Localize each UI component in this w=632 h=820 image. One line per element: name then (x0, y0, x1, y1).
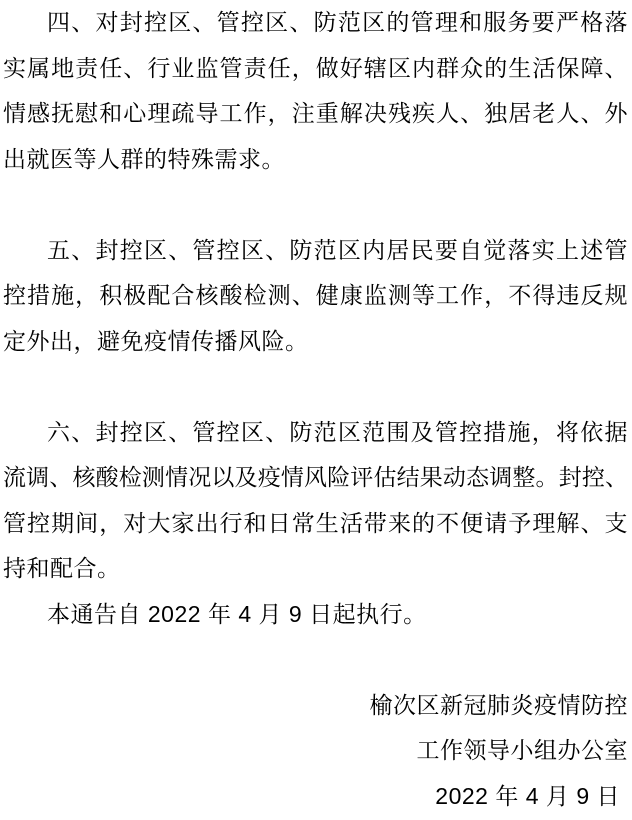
paragraph-item-6 (0, 410, 632, 592)
signature-date: 2022 年 4 月 9 日 (435, 782, 620, 809)
signature-org-line-1: 榆次区新冠肺炎疫情防控 (369, 691, 628, 718)
signature-block (0, 683, 632, 820)
paragraph-line: 四、对封控区、管控区、防范区的管理和服务要严格落 (47, 9, 628, 35)
paragraph-line: 控措施，积极配合核酸检测、健康监测等工作，不得违反规 (3, 282, 628, 308)
paragraph-line: 管控期间，对大家出行和日常生活带来的不便请予理解、支 (3, 509, 628, 536)
blank-line (0, 364, 632, 410)
effective-date-line: 本通告自 2022 年 4 月 9 日起执行。 (47, 600, 427, 627)
paragraph-line: 出就医等人群的特殊需求。 (3, 145, 285, 172)
blank-line (0, 637, 632, 683)
blank-line (0, 182, 632, 228)
paragraph-item-5 (0, 228, 632, 365)
paragraph-line: 持和配合。 (3, 555, 121, 581)
paragraph-line: 实属地责任、行业监管责任，做好辖区内群众的生活保障、 (3, 54, 628, 81)
paragraph-item-4 (0, 0, 632, 182)
paragraph-line: 定外出，避免疫情传播风险。 (3, 327, 309, 354)
paragraph-line: 五、封控区、管控区、防范区内居民要自觉落实上述管 (47, 236, 628, 263)
paragraph-line: 流调、核酸检测情况以及疫情风险评估结果动态调整。封控、 (3, 464, 628, 490)
paragraph-line: 情感抚慰和心理疏导工作，注重解决残疾人、独居老人、外 (3, 100, 628, 126)
paragraph-line: 六、封控区、管控区、防范区范围及管控措施，将依据 (47, 418, 628, 445)
signature-org-line-2: 工作领导小组办公室 (416, 737, 628, 763)
